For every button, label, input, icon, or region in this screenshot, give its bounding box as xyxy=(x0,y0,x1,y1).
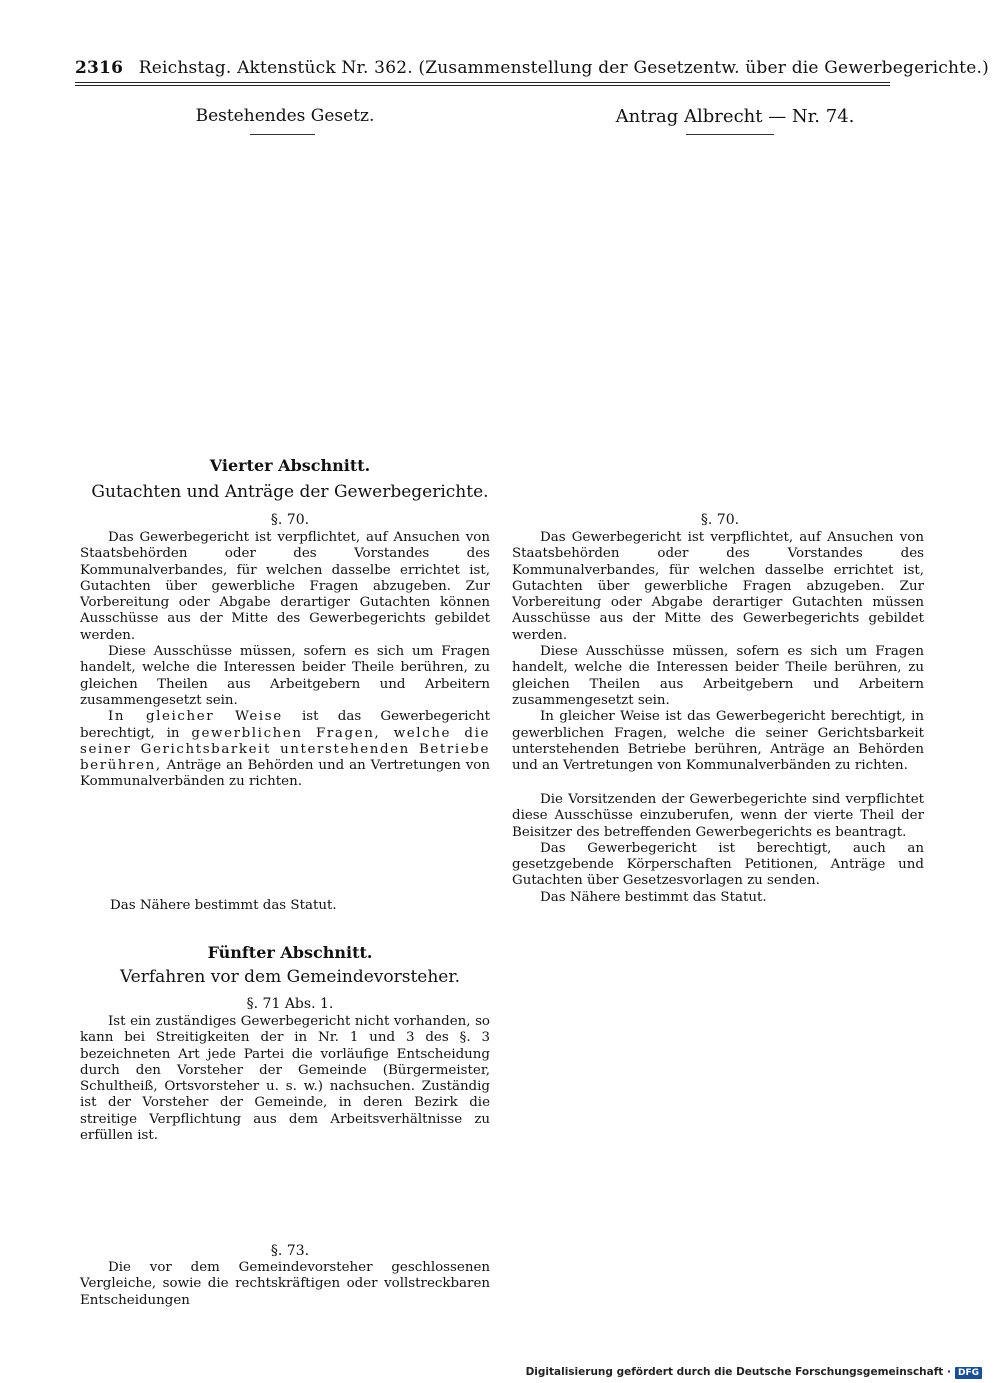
section-five-title: Fünfter Abschnitt. xyxy=(207,943,373,962)
left-p70-para3-d: Anträge an Behörden und an Vertretungen von Kommunalverbänden zu richten. xyxy=(80,758,490,790)
right-paragraph-70-body xyxy=(512,530,924,774)
left-heading-rule xyxy=(250,134,315,135)
left-p70-para3 xyxy=(80,709,490,790)
section-four-title: Vierter Abschnitt. xyxy=(209,456,371,475)
right-p70-para3: In gleicher Weise ist das Gewerbegericht berechtigt, in gewerblichen Fragen, welche die seiner Gerichtsbarkeit unterstehenden Betriebe berühren, Anträge an Behörden und an Vertretungen von Kommunalverbänden zu richten. xyxy=(512,709,924,774)
left-paragraph-70-heading: §. 70. xyxy=(270,512,310,528)
left-column-heading: Bestehendes Gesetz. xyxy=(195,106,375,126)
footer-text: Digitalisierung gefördert durch die Deutsche Forschungsgemeinschaft · xyxy=(525,1366,951,1378)
section-five-subtitle: Verfahren vor dem Gemeindevorsteher. xyxy=(119,967,461,987)
right-statut-text: Das Nähere bestimmt das Statut. xyxy=(540,889,767,905)
left-statut-line xyxy=(110,898,410,914)
paragraph-71-heading: §. 71 Abs. 1. xyxy=(246,996,334,1012)
left-paragraph-70-body xyxy=(80,530,490,791)
right-p70-para4: Die Vorsitzenden der Gewerbegerichte sind verpflichtet diese Ausschüsse einzuberufen, wenn der vierte Theil der Beisitzer des betreffenden Gewerbegerichts es beantragt. xyxy=(512,792,924,840)
left-p70-para2: Diese Ausschüsse müssen, sofern es sich um Fragen handelt, welche die Interessen beider Theile berühren, zu gleichen Theilen aus Arbeitgebern und Arbeitern zusammengesetzt sein. xyxy=(80,644,490,708)
paragraph-71-body xyxy=(80,1014,490,1144)
right-p70-para2: Diese Ausschüsse müssen, sofern es sich um Fragen handelt, welche die Interessen beider Theile berühren, zu gleichen Theilen aus Arbeitgebern und Arbeitern zusammengesetzt sein. xyxy=(512,644,924,708)
paragraph-73-heading: §. 73. xyxy=(270,1243,310,1259)
left-p70-para3-spaced-c: gewerblichen Fragen, welche die seiner Gerichtsbarkeit unterstehenden Betriebe berühren, xyxy=(80,725,490,774)
left-statut-text: Das Nähere bestimmt das Statut. xyxy=(110,898,337,913)
right-column-heading: Antrag Albrecht — Nr. 74. xyxy=(615,106,855,127)
right-p70-para1: Das Gewerbegericht ist verpflichtet, auf Ansuchen von Staatsbehörden oder des Vorstandes des Kommunalverbandes, für welchen dasselbe errichtet ist, Gutachten über gewerbliche Fragen abzugeben. Zur Vorbereitung oder Abgabe derartiger Gutachten müssen Ausschüsse aus der Mitte des Gewerbegerichts gebildet werden. xyxy=(512,530,924,643)
left-p70-para1: Das Gewerbegericht ist verpflichtet, auf Ansuchen von Staatsbehörden oder des Vorstandes des Kommunalverbandes, für welchen dasselbe errichtet ist, Gutachten über gewerbliche Fragen abzugeben. Zur Vorbereitung oder Abgabe derartiger Gutachten können Ausschüsse aus der Mitte des Gewerbegerichts gebildet werden. xyxy=(80,530,490,643)
dfg-logo: DFG xyxy=(955,1367,982,1379)
page-number: 2316 xyxy=(75,58,124,78)
right-paragraph-70-heading: §. 70. xyxy=(700,512,740,528)
p73-text: Die vor dem Gemeindevorsteher geschlossenen Vergleiche, sowie die rechtskräftigen oder vollstreckbaren Entscheidungen xyxy=(80,1260,490,1308)
digitization-footer xyxy=(526,1366,982,1379)
paragraph-73-body xyxy=(80,1260,490,1309)
right-paragraph-70-additions xyxy=(512,792,924,906)
right-heading-rule xyxy=(686,134,774,135)
left-p70-para3-spaced-a: In gleicher Weise xyxy=(108,709,283,725)
header-rule xyxy=(75,82,890,83)
left-p70-para3-b: ist das Gewerbegericht berechtigt, in xyxy=(80,709,491,741)
section-four-subtitle: Gutachten und Anträge der Gewerbegerichte. xyxy=(91,482,489,502)
p71-text: Ist ein zuständiges Gewerbegericht nicht vorhanden, so kann bei Streitigkeiten der in Nr. 1 und 3 des §. 3 bezeichneten Art jede Partei die vorläufige Entscheidung durch den Vorsteher der Gemeinde (Bürgermeister, Schultheiß, Ortsvorsteher u. s. w.) nachsuchen. Zuständig ist der Vorsteher der Gemeinde, in deren Bezirk die streitige Verpflichtung aus dem Arbeitsverhältnisse zu erfüllen ist. xyxy=(80,1014,490,1144)
header-rule-secondary xyxy=(75,85,890,86)
running-header xyxy=(75,58,989,82)
header-title: Reichstag. Aktenstück Nr. 362. (Zusammenstellung der Gesetzentw. über die Gewerbegerichte.) xyxy=(138,58,989,78)
right-p70-para5: Das Gewerbegericht ist berechtigt, auch an gesetzgebende Körperschaften Petitionen, Anträge und Gutachten über Gesetzesvorlagen zu senden. xyxy=(512,840,924,889)
